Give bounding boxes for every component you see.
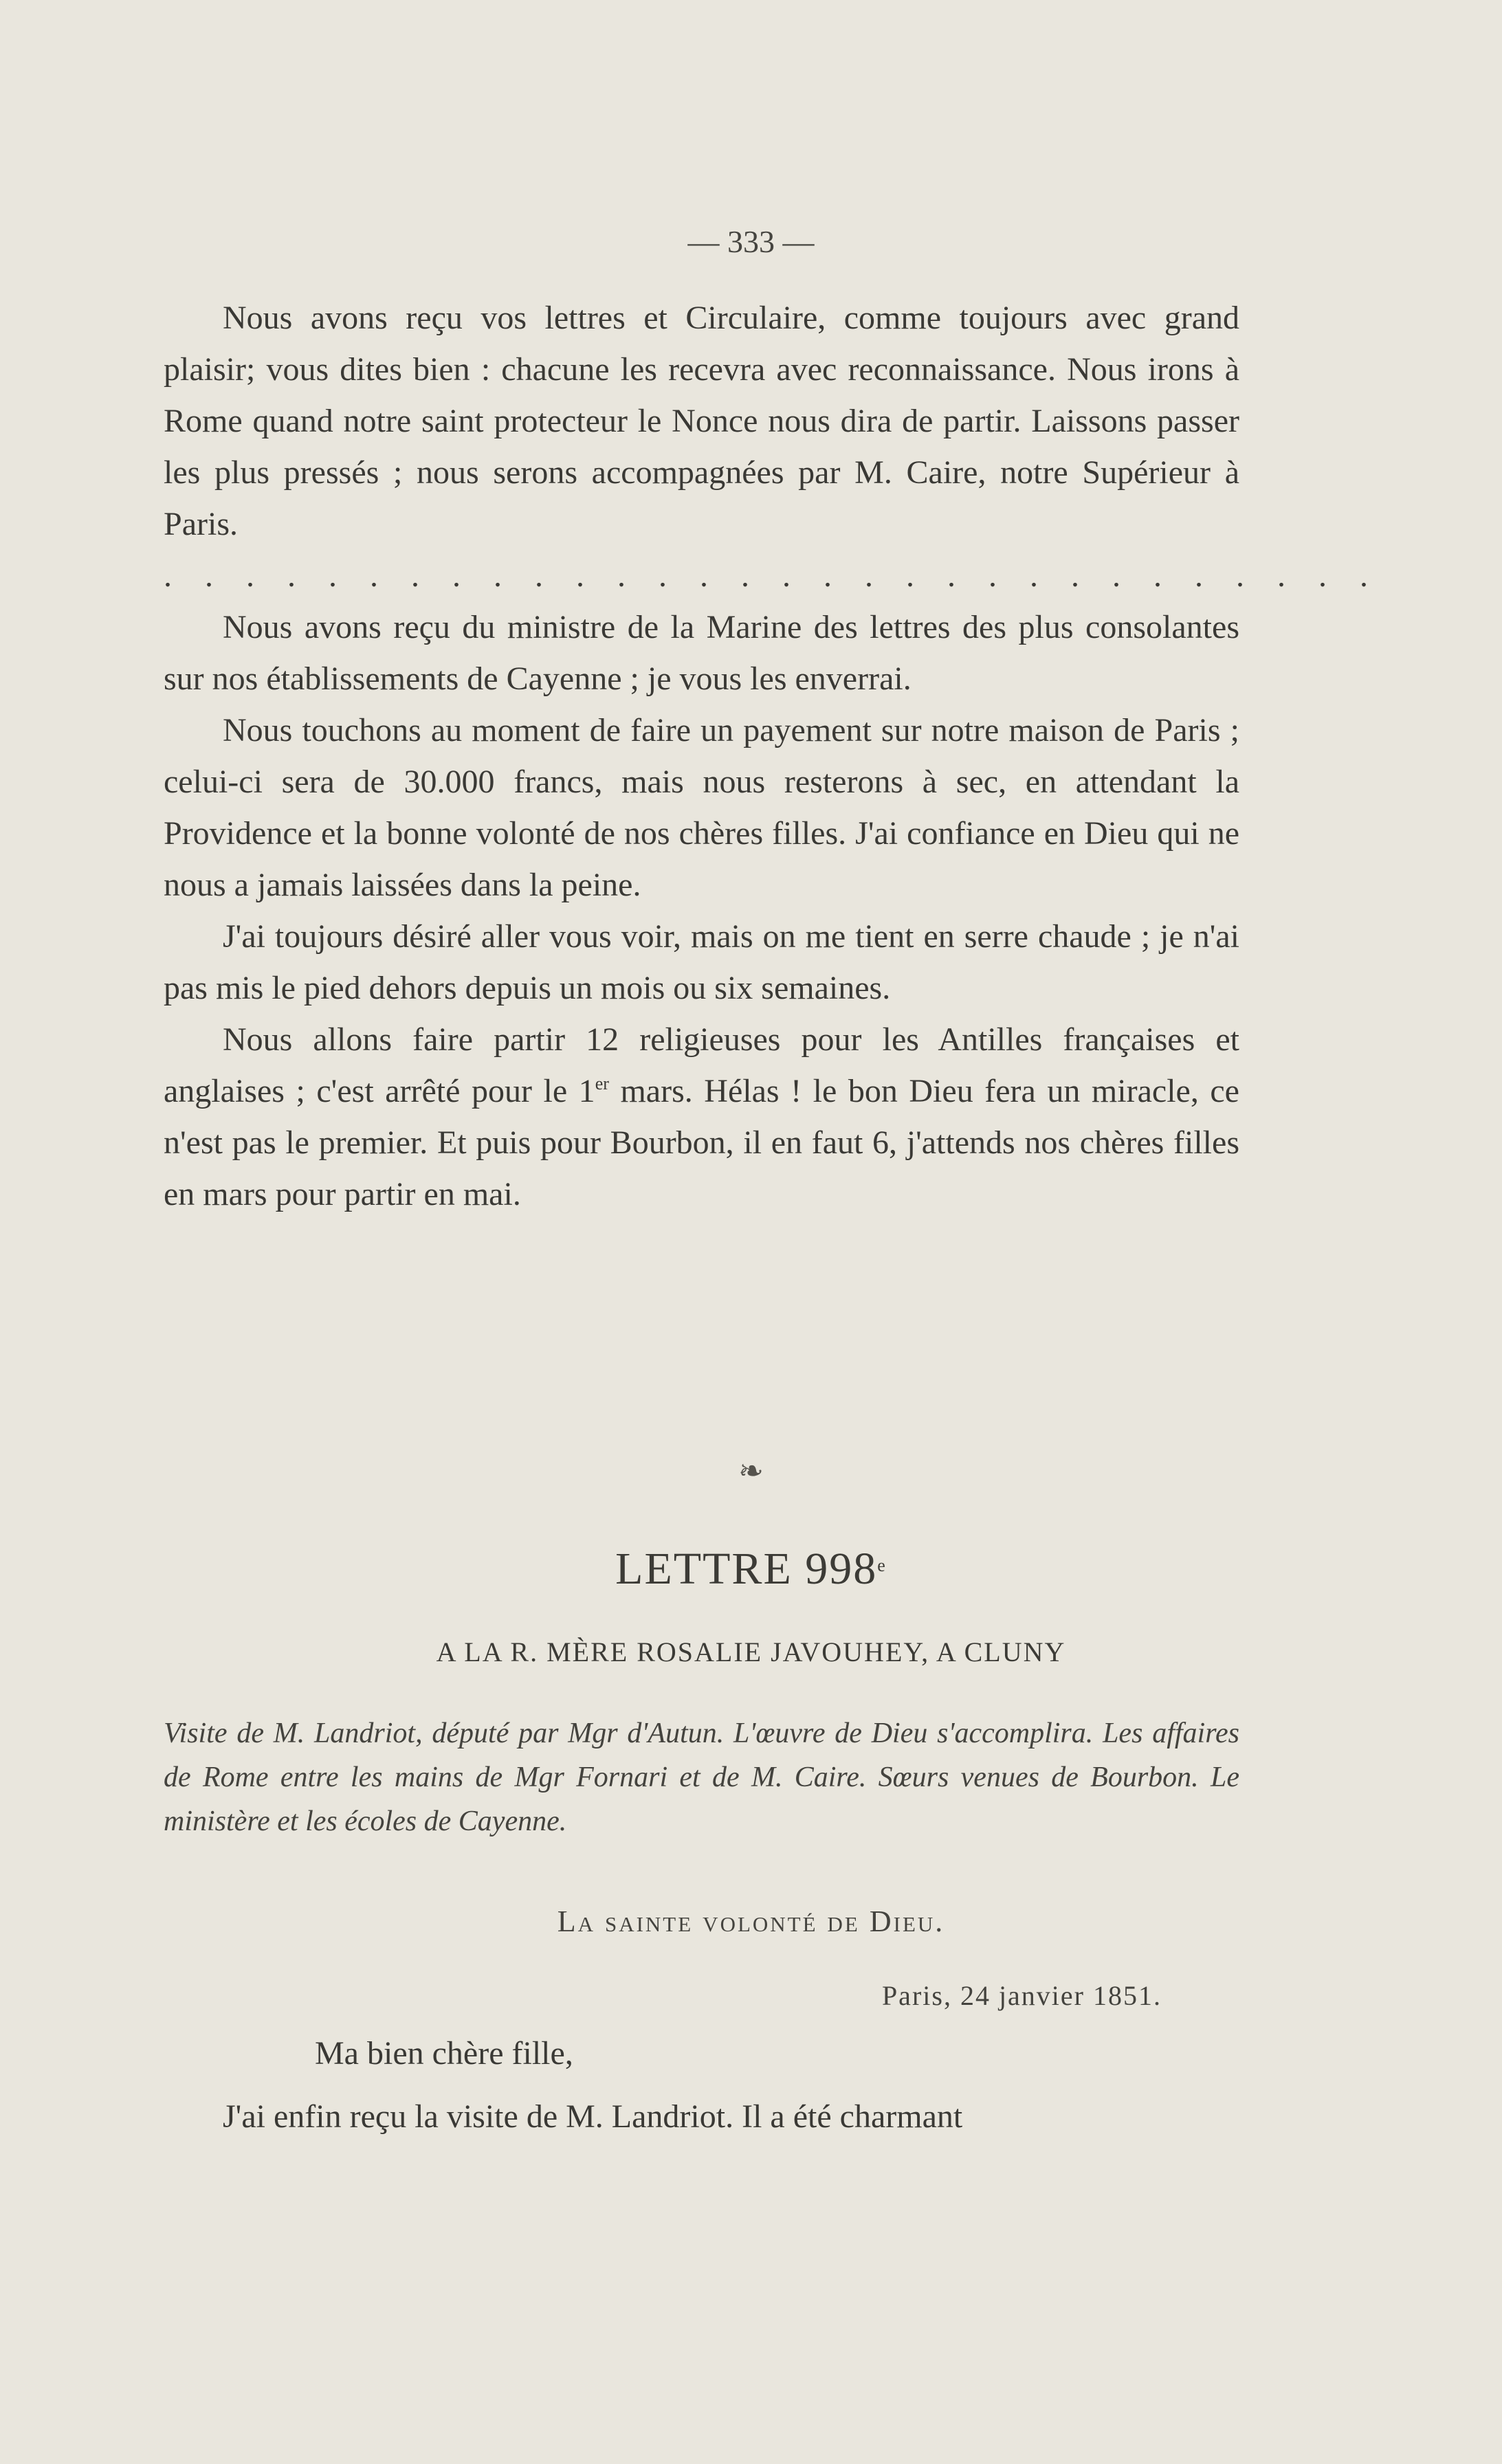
letter-motto: La sainte volonté de Dieu.: [557, 1905, 945, 1938]
paragraph: [164, 1014, 1239, 1220]
paragraph: Nous avons reçu du ministre de la Marine des lettres des plus consolantes sur nos établissements de Cayenne ; je vous les enverrai.: [164, 609, 1239, 697]
paragraph: J'ai toujours désiré aller vous voir, mais on me tient en serre chaude ; je n'ai pas mis le pied dehors depuis un mois ou six semaines.: [164, 918, 1239, 1006]
page-number: — 333 —: [687, 224, 815, 259]
ellipsis-line: . . . . . . . . . . . . . . . . . . . . . . . . . . . . . .: [164, 557, 1380, 594]
letter-title-text: LETTRE 998: [615, 1544, 878, 1594]
letter-summary: Visite de M. Landriot, député par Mgr d'Autun. L'œuvre de Dieu s'accomplira. Les affaires de Rome entre les mains de Mgr Fornari et de M. Caire. Sœurs venues de Bourbon. Le ministère et les écoles de Cayenne.: [164, 1718, 1239, 1837]
letter-date: Paris, 24 janvier 1851.: [881, 1980, 1162, 2011]
letter-recipient: A LA R. MÈRE ROSALIE JAVOUHEY, A CLUNY: [436, 1636, 1066, 1667]
letter-title-superscript: e: [877, 1555, 887, 1575]
paragraph: Nous touchons au moment de faire un payement sur notre maison de Paris ; celui-ci sera de 30.000 francs, mais nous resterons à sec, en attendant la Providence et la bonne volonté de nos chères filles. J'ai confiance en Dieu qui ne nous a jamais laissées dans la peine.: [164, 712, 1239, 903]
letter-opening-line: J'ai enfin reçu la visite de M. Landriot. Il a été charmant: [223, 2098, 963, 2135]
letter-title: [0, 1543, 1502, 1595]
paragraph-text: mars. Hélas ! le bon Dieu fera un miracle, ce n'est pas le premier. Et puis pour Bourbon, il en faut 6, j'attends nos chères filles en mars pour partir en mai.: [164, 1073, 1239, 1212]
fleuron-ornament-icon: ❧: [738, 1454, 764, 1488]
paragraph-text: Nous allons faire partir 12 religieuses pour les Antilles françaises et anglaises ; c'est arrêté pour le 1: [164, 1021, 1239, 1109]
ordinal-superscript: er: [595, 1074, 609, 1094]
paragraph: Nous avons reçu vos lettres et Circulaire, comme toujours avec grand plaisir; vous dites bien : chacune les recevra avec reconnaissance. Nous irons à Rome quand notre saint protecteur le Nonce nous dira de partir. Laissons passer les plus pressés ; nous serons accompagnées par M. Caire, notre Supérieur à Paris.: [164, 300, 1239, 542]
letter-continuation: [164, 292, 1380, 1220]
letter-salutation: Ma bien chère fille,: [315, 2035, 573, 2072]
